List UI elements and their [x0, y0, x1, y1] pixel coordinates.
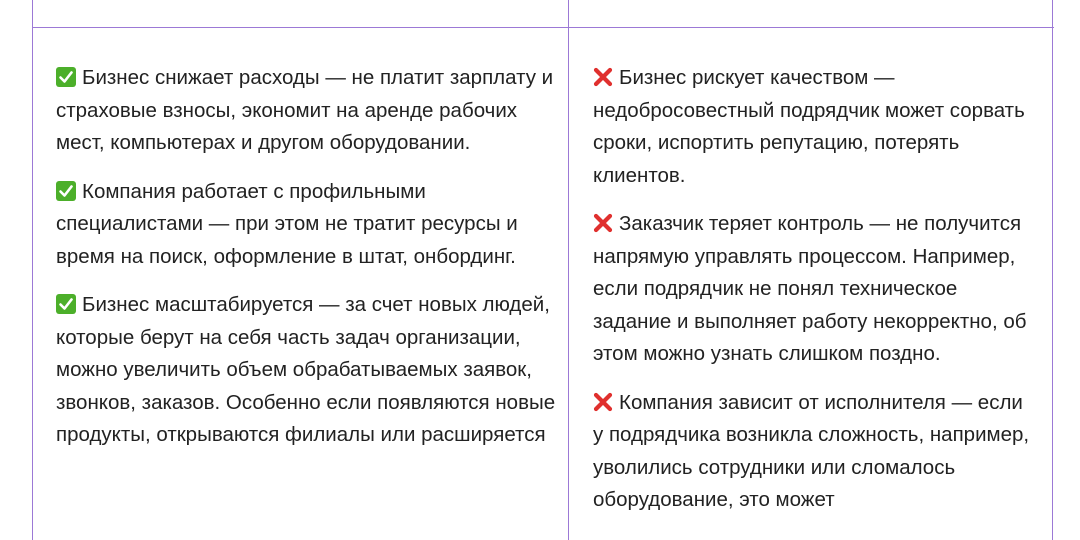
check-mark-icon: [56, 294, 76, 314]
cross-mark-icon: [593, 67, 613, 87]
pros-cell: [56, 62, 556, 468]
con-item-text: Бизнес рискует качеством — недобросовестный подрядчик может сорвать сроки, испортить репутацию, потерять клиентов.: [593, 66, 1025, 187]
table-border-left: [32, 0, 33, 540]
pro-item-text: Бизнес масштабируется — за счет новых людей, которые берут на себя часть задач организации, можно увеличить объем обрабатываемых заявок, звонков, заказов. Особенно если появляются новые продукты, открываются филиалы или расширяется: [56, 293, 556, 446]
check-mark-icon: [56, 181, 76, 201]
cons-cell: [593, 62, 1033, 533]
pro-item: [56, 176, 556, 274]
pro-item-text: Бизнес снижает расходы — не платит зарплату и страховые взносы, экономит на аренде рабочих мест, компьютерах и другом оборудовании.: [56, 66, 554, 154]
pro-item: [56, 62, 556, 160]
con-item: [593, 62, 1033, 192]
pro-item: [56, 289, 556, 452]
table-row-divider: [32, 27, 1054, 28]
con-item-text: Заказчик теряет контроль — не получится напрямую управлять процессом. Например, если подрядчик не понял техническое задание и выполняет работу некорректно, об этом можно узнать слишком поздно.: [593, 212, 1027, 365]
table-border-middle: [568, 0, 569, 540]
con-item: [593, 208, 1033, 371]
con-item: [593, 387, 1033, 517]
table-border-right: [1052, 0, 1053, 540]
check-mark-icon: [56, 67, 76, 87]
pro-item-text: Компания работает с профильными специалистами — при этом не тратит ресурсы и время на поиск, оформление в штат, онбординг.: [56, 179, 518, 268]
cross-mark-icon: [593, 392, 613, 412]
con-item-text: Компания зависит от исполнителя — если у подрядчика возникла сложность, например, уволились сотрудники или сломалось оборудование, это может: [593, 390, 1030, 511]
cross-mark-icon: [593, 213, 613, 233]
